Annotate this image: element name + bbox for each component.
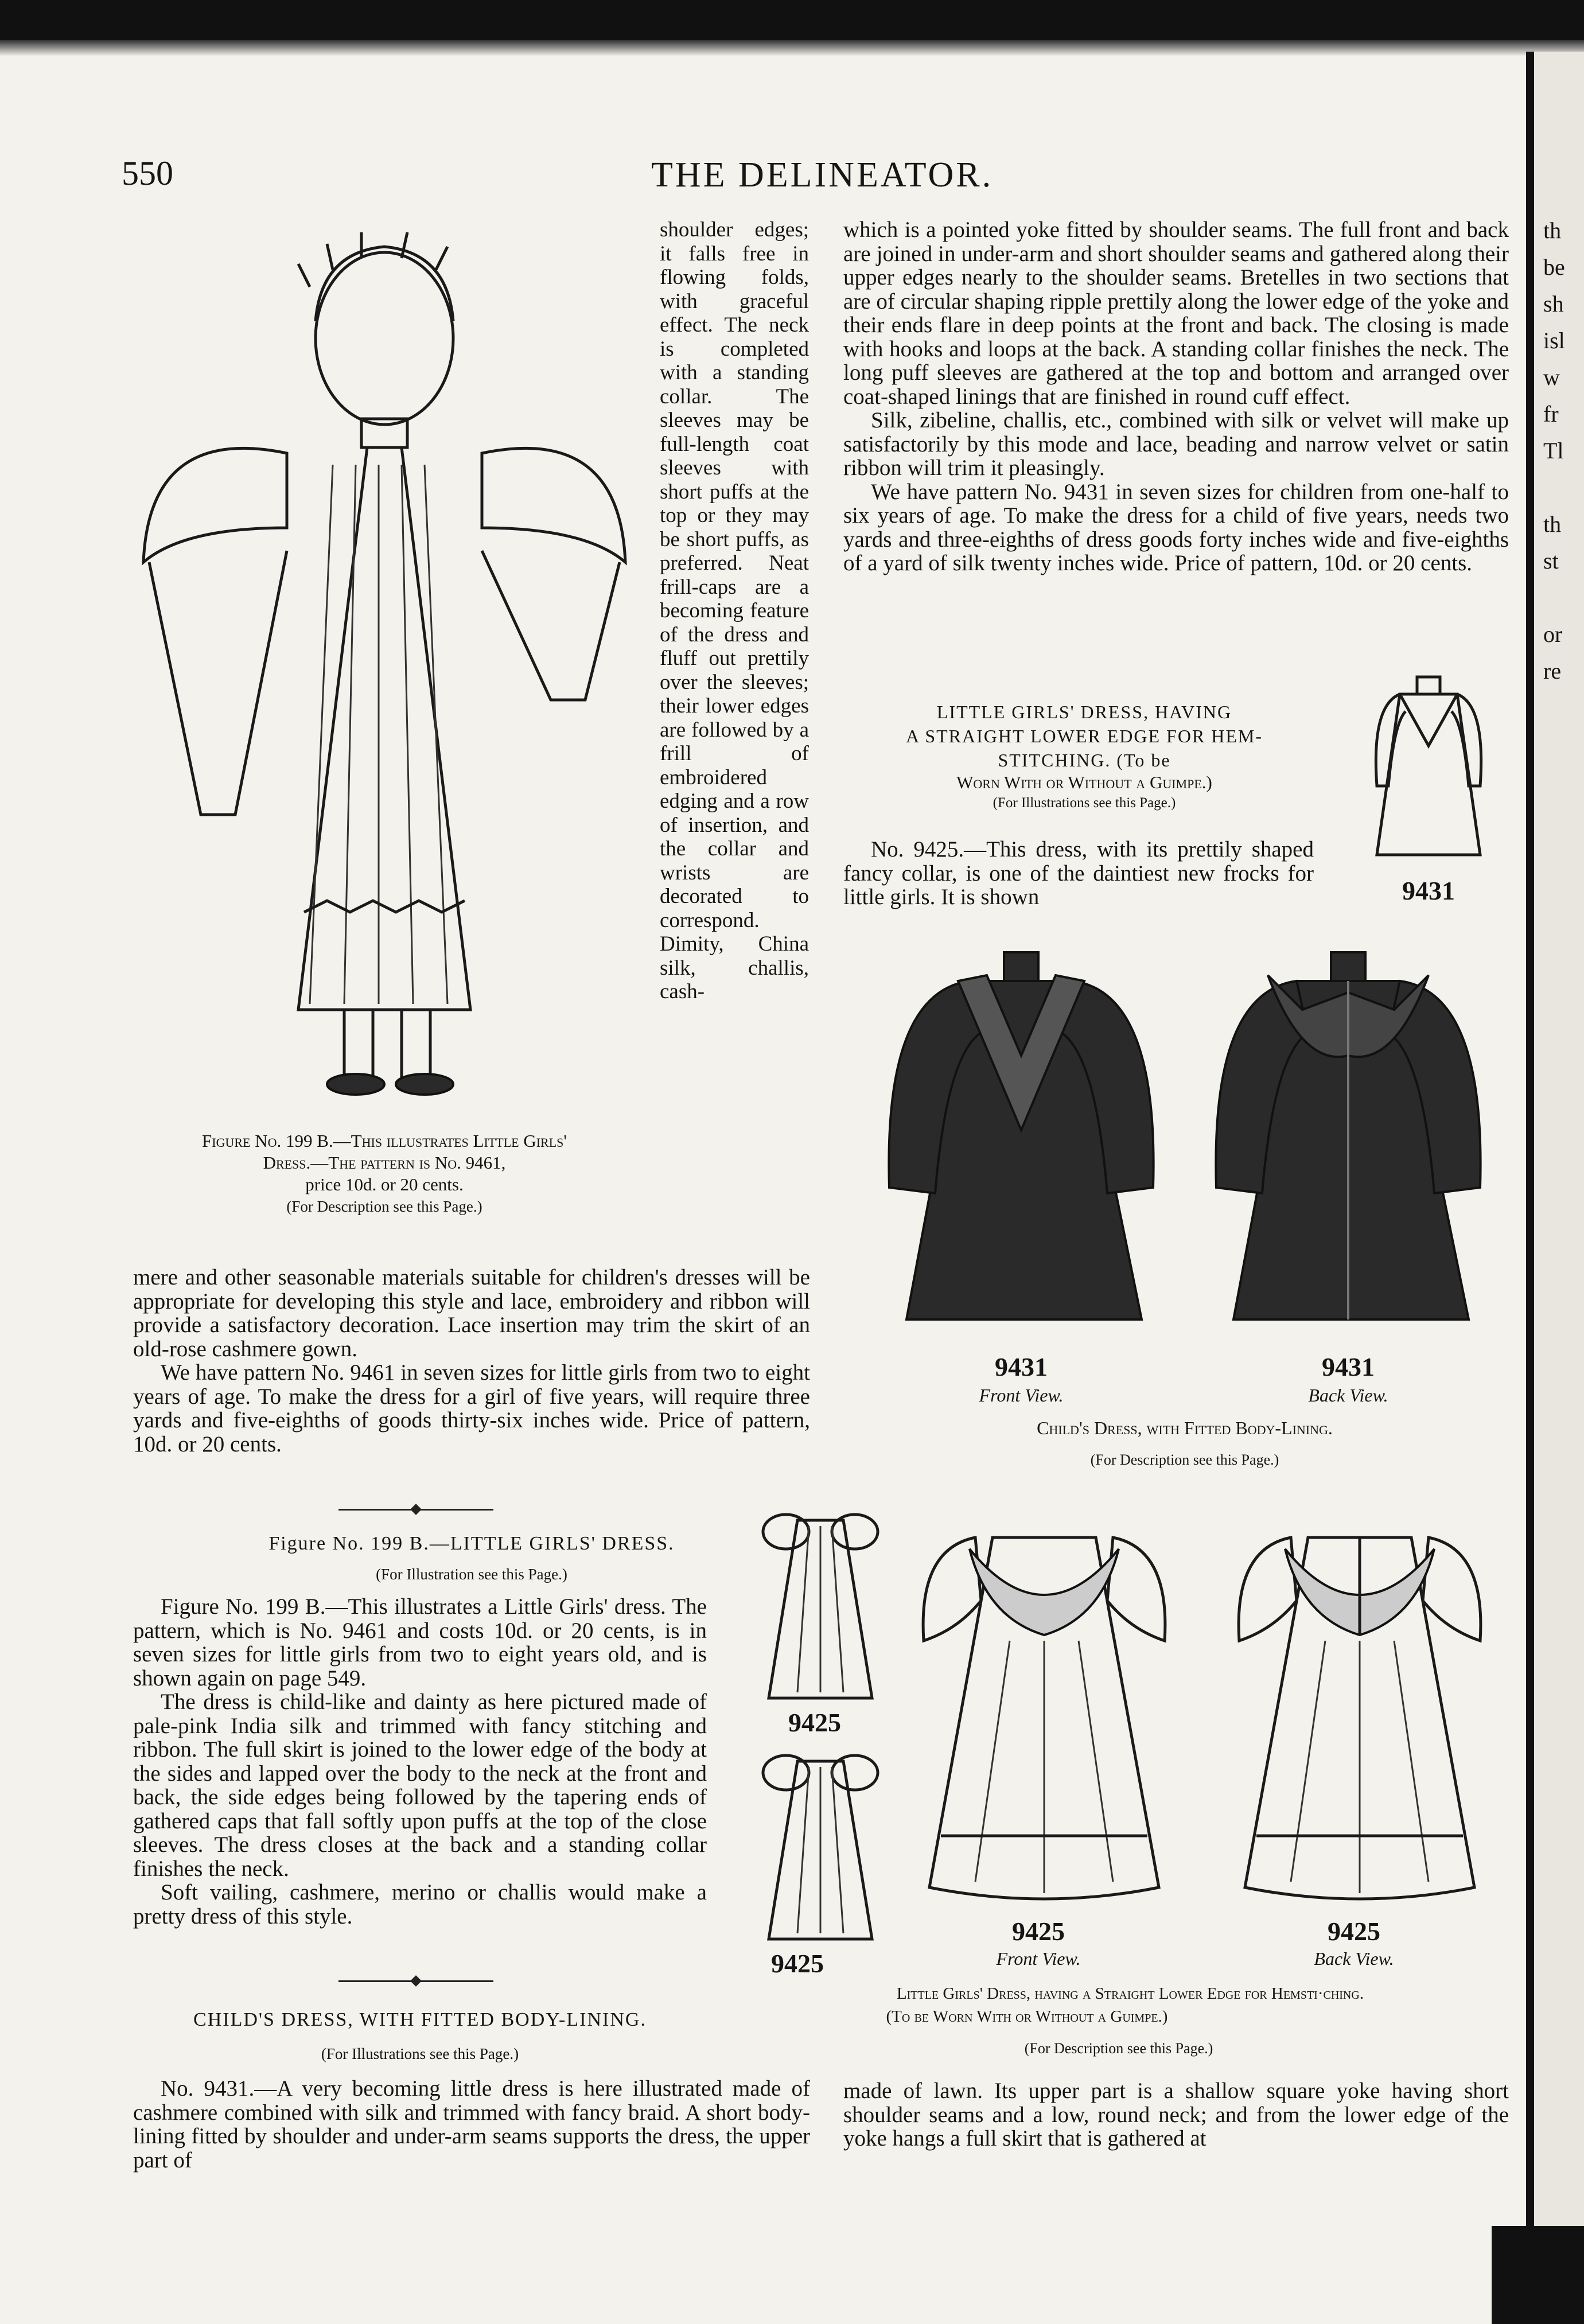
heading-line: A STRAIGHT LOWER EDGE FOR HEM- bbox=[905, 726, 1263, 746]
figure-label: 9431 bbox=[1322, 1352, 1375, 1381]
caption-line: Figure No. 199 B.—This illustrates Little Girls' bbox=[202, 1131, 567, 1151]
narrow-text-column bbox=[660, 218, 809, 1004]
figure-199b-caption bbox=[115, 1130, 654, 1217]
continuation-paragraph: mere and other seasonable materials suitable for children's dresses will be appropriate for developing this style and lace, embroidery and ribbon will provide a satisfactory decoration. Lace insertion may trim the skirt of an old-rose cashmere gown. bbox=[133, 1265, 810, 1361]
figure-label: 9425 bbox=[1012, 1917, 1065, 1946]
scan-top-shadow bbox=[0, 40, 1584, 56]
figure-9425-front bbox=[906, 1515, 1182, 1910]
right-column-text bbox=[843, 218, 1509, 575]
section-9425-heading bbox=[843, 700, 1325, 813]
figure-label: 9431 bbox=[995, 1352, 1048, 1381]
figure-label: 9425 bbox=[1328, 1917, 1380, 1946]
section-9425-continued bbox=[843, 2079, 1509, 2151]
figure-label: 9425 bbox=[788, 1708, 841, 1737]
left-column-continuation bbox=[133, 1266, 810, 1456]
figure-9425-caption-sub: (For Description see this Page.) bbox=[1024, 2040, 1213, 2057]
figure-9431-front bbox=[872, 941, 1170, 1342]
paragraph: which is a pointed yoke fitted by shoulder seams. The full front and back are joined in under-arm and short shoulder seams and gathered along their upper edges nearly to the shoulder seams. Bretelles in two sections that are of circular shaping ripple prettily along the lower edge of the yoke and their ends flare in deep points at the front and back. The closing is made with hooks and loops at the back. A standing collar finishes the neck. The long puff sleeves are gathered at the top and bottom and arranged over coat-shaped linings that are finished in round cuff effect. bbox=[843, 217, 1509, 409]
view-label: Back View. bbox=[1308, 1385, 1388, 1406]
heading-line: STITCHING. (To be bbox=[998, 750, 1171, 770]
narrow-column-paragraph: shoulder edges; it falls free in flowing folds, with graceful effect. The neck is completed with a standing collar. The sleeves may be full-length coat sleeves with short puffs at the top or they may be short puffs, as preferred. Neat frill-caps are a becoming feature of the dress and fluff out prettily over the sleeves; their lower edges are followed by a frill of embroidered edging and a row of insertion, and the collar and wrists are decorated to correspond. Dimity, China silk, challis, cash- bbox=[660, 218, 809, 1003]
paragraph: Figure No. 199 B.—This illustrates a Little Girls' dress. The pattern, which is No. 9461 and costs 10d. or 20 cents, is in seven sizes for little girls from two to eight years old, and is shown again on page 549. bbox=[133, 1594, 707, 1691]
figure-label: 9431 bbox=[1402, 876, 1455, 905]
view-label: Front View. bbox=[979, 1385, 1064, 1406]
caption-line: Dress.—The pattern is No. 9461, bbox=[263, 1153, 506, 1173]
paragraph: Soft vailing, cashmere, merino or challis would make a pretty dress of this style. bbox=[133, 1880, 707, 1929]
paragraph: No. 9425.—This dress, with its prettily shaped fancy collar, is one of the daintiest new frocks for little girls. It is shown bbox=[843, 837, 1314, 909]
scan-top-edge bbox=[0, 0, 1584, 40]
view-label: Front View. bbox=[996, 1948, 1081, 1969]
figure-9425-small-back bbox=[757, 1750, 884, 1951]
paragraph: Silk, zibeline, challis, etc., combined with silk or velvet will make up satisfactorily by this mode and lace, beading and narrow velvet or satin ribbon will trim it pleasingly. bbox=[843, 408, 1509, 480]
figure-9425-back bbox=[1222, 1515, 1497, 1910]
paragraph: We have pattern No. 9431 in seven sizes for children from one-half to six years of age. To make the dress for a child of five years, needs two yards and three-eighths of dress goods forty inches wide and five-eighths of a yard of silk twenty inches wide. Price of pattern, 10d. or 20 cents. bbox=[843, 479, 1509, 575]
section-subheading: (For Illustrations see this Page.) bbox=[321, 2045, 519, 2062]
figure-9431-caption: Child's Dress, with Fitted Body-Lining. bbox=[1037, 1418, 1333, 1438]
running-head: THE DELINEATOR. bbox=[651, 155, 994, 194]
figure-label: 9425 bbox=[771, 1949, 824, 1978]
paragraph: The dress is child-like and dainty as here pictured made of pale-pink India silk and trimmed with fancy stitching and ribbon. The full skirt is joined to the lower edge of the body at the sides and lapped over the body to the neck at the front and back, the side edges being followed by the tapering ends of gathered caps that fall softly upon puffs at the top of the close sleeves. The dress closes at the back and a standing collar finishes the neck. bbox=[133, 1690, 707, 1881]
section-199b bbox=[133, 1532, 810, 1585]
section-9431-text bbox=[133, 2077, 810, 2172]
pattern-9461-paragraph: We have pattern No. 9461 in seven sizes for little girls from two to eight years of age. To make the dress for a girl of five years, will require three yards and five-eighths of goods thirty-six inches wide. Price of pattern, 10d. or 20 cents. bbox=[133, 1360, 810, 1457]
rule-ornament bbox=[410, 1975, 422, 1987]
section-subheading: (For Illustrations see this Page.) bbox=[993, 795, 1176, 811]
figure-9431-small bbox=[1365, 671, 1492, 866]
section-heading: Figure No. 199 B.—LITTLE GIRLS' DRESS. bbox=[268, 1533, 675, 1554]
paragraph: No. 9431.—A very becoming little dress is here illustrated made of cashmere combined with silk and trimmed with fancy braid. A short body-lining fitted by shoulder and under-arm seams supports the dress, the upper part of bbox=[133, 2076, 810, 2173]
adjacent-page-fragments: th be sh isl w fr Tl th st or re bbox=[1543, 217, 1565, 684]
heading-line: Worn With or Without a Guimpe.) bbox=[956, 772, 1212, 792]
figure-199b-illustration bbox=[115, 207, 654, 1101]
view-label: Back View. bbox=[1314, 1948, 1394, 1969]
section-199b-text bbox=[133, 1595, 707, 1928]
figure-9431-back bbox=[1199, 941, 1497, 1342]
figure-9425-caption: Little Girls' Dress, having a Straight Lower Edge for Hemsti·ching. bbox=[896, 1984, 1364, 2003]
scan-bottom-corner bbox=[1492, 2226, 1584, 2324]
figure-9425-small-front bbox=[757, 1509, 884, 1710]
section-subheading: (For Illustration see this Page.) bbox=[376, 1566, 567, 1583]
heading-line: LITTLE GIRLS' DRESS, HAVING bbox=[936, 702, 1232, 722]
rule-ornament bbox=[410, 1504, 422, 1515]
paragraph: made of lawn. Its upper part is a shallow square yoke having short shoulder seams and a low, round neck; and from the lower edge of the yoke hangs a full skirt that is gathered at bbox=[843, 2078, 1509, 2151]
section-9425-text bbox=[843, 838, 1314, 909]
page-number: 550 bbox=[122, 154, 173, 192]
caption-line: (For Description see this Page.) bbox=[286, 1198, 482, 1215]
caption-line: price 10d. or 20 cents. bbox=[305, 1174, 464, 1194]
section-heading: CHILD'S DRESS, WITH FITTED BODY-LINING. bbox=[193, 2009, 647, 2030]
section-9431 bbox=[133, 2008, 707, 2064]
figure-9425-caption-line2: (To be Worn With or Without a Guimpe.) bbox=[886, 2007, 1168, 2026]
figure-9431-caption-sub: (For Description see this Page.) bbox=[1090, 1451, 1279, 1468]
